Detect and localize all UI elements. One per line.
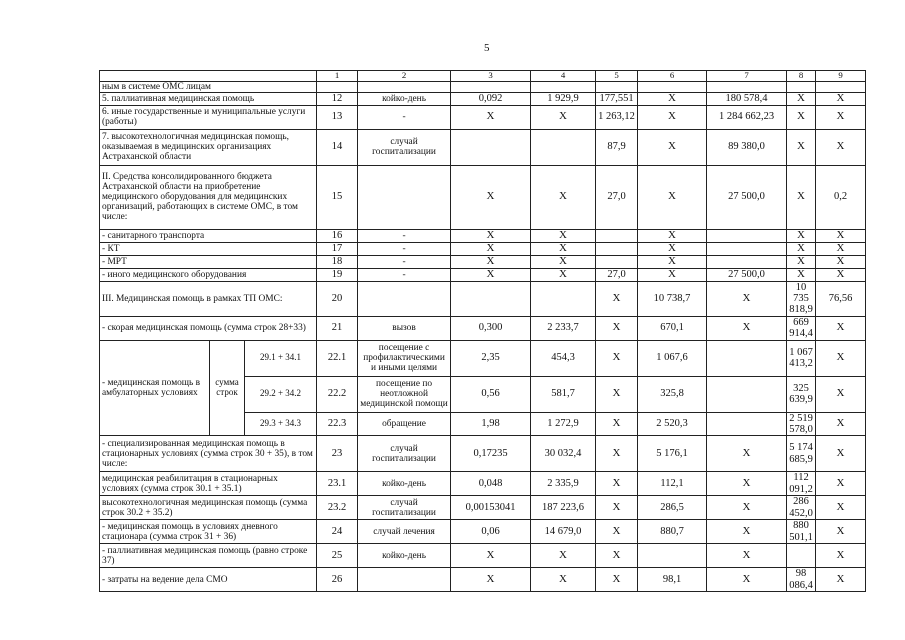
column-number: 4 [531,71,596,82]
value-cell: 0,2 [816,165,866,229]
unit-cell [358,281,451,316]
value-cell: 286 452,0 [787,496,816,520]
value-cell: Х [531,255,596,268]
value-cell: Х [787,165,816,229]
value-cell: 2 520,3 [638,412,707,436]
sum-formula: 29.3 + 34.3 [245,412,317,436]
column-number: 5 [596,71,638,82]
unit-cell: случай госпитализации [358,129,451,165]
row-number: 21 [317,316,358,340]
column-number: 9 [816,71,866,82]
table-row [100,81,866,92]
value-cell: 10 735 818,9 [787,281,816,316]
value-cell [707,229,787,242]
value-cell: Х [638,105,707,129]
row-number: 18 [317,255,358,268]
row-name: 5. паллиативная медицинская помощь [100,92,317,105]
value-cell: Х [451,255,531,268]
row-number: 14 [317,129,358,165]
value-cell [638,544,707,568]
value-cell: Х [707,568,787,592]
value-cell: Х [451,268,531,281]
value-cell: 187 223,6 [531,496,596,520]
value-cell: Х [531,105,596,129]
unit-cell: - [358,105,451,129]
value-cell: Х [596,376,638,412]
table-row [100,281,866,316]
value-cell: 880 501,1 [787,520,816,544]
value-cell: 1 272,9 [531,412,596,436]
table-row [100,268,866,281]
row-name: 7. высокотехнологичная медицинская помощь, оказываемая в медицинских организациях Астраханской области [100,129,317,165]
value-cell: Х [787,255,816,268]
value-cell: Х [707,281,787,316]
value-cell: Х [816,129,866,165]
value-cell: Х [816,229,866,242]
row-name: - иного медицинского оборудования [100,268,317,281]
value-cell: Х [638,242,707,255]
value-cell: Х [707,436,787,472]
value-cell: 177,551 [596,92,638,105]
row-name: II. Средства консолидированного бюджета Астраханской области на приобретение медицинского оборудования для медицинских организаций, работающих в системе ОМС, в том числе: [100,165,317,229]
unit-cell [358,568,451,592]
value-cell: 0,00153041 [451,496,531,520]
value-cell: 2 233,7 [531,316,596,340]
value-cell: Х [707,520,787,544]
value-cell: 112,1 [638,472,707,496]
table-row [100,92,866,105]
value-cell: Х [707,496,787,520]
column-number: 1 [317,71,358,82]
value-cell: Х [596,281,638,316]
column-number: 3 [451,71,531,82]
value-cell: Х [816,268,866,281]
value-cell: 10 738,7 [638,281,707,316]
value-cell: 1 263,12 [596,105,638,129]
unit-cell: обращение [358,412,451,436]
unit-cell [358,165,451,229]
value-cell [787,544,816,568]
value-cell: 27,0 [596,165,638,229]
row-number: 25 [317,544,358,568]
value-cell [707,242,787,255]
value-cell: Х [638,229,707,242]
value-cell: 14 679,0 [531,520,596,544]
value-cell: Х [531,268,596,281]
row-name: 6. иные государственные и муниципальные услуги (работы) [100,105,317,129]
value-cell: Х [816,568,866,592]
value-cell: Х [816,105,866,129]
row-number: 16 [317,229,358,242]
value-cell: Х [816,496,866,520]
value-cell [451,129,531,165]
row-number: 19 [317,268,358,281]
value-cell: Х [816,412,866,436]
value-cell [531,129,596,165]
value-cell: Х [596,412,638,436]
value-cell: 0,048 [451,472,531,496]
row-name: - медицинская помощь в условиях дневного стационара (сумма строк 31 + 36) [100,520,317,544]
value-cell: Х [596,472,638,496]
value-cell: Х [816,255,866,268]
row-name: - санитарного транспорта [100,229,317,242]
value-cell: Х [816,472,866,496]
page-number: 5 [484,42,490,54]
value-cell: Х [596,544,638,568]
unit-cell: - [358,255,451,268]
unit-cell: случай лечения [358,520,451,544]
unit-cell: вызов [358,316,451,340]
value-cell: Х [638,92,707,105]
value-cell: 1 284 662,23 [707,105,787,129]
value-cell [707,376,787,412]
value-cell: Х [816,544,866,568]
value-cell: 1 929,9 [531,92,596,105]
value-cell: 98,1 [638,568,707,592]
value-cell: Х [531,229,596,242]
table-row [100,436,866,472]
value-cell: Х [816,92,866,105]
row-number: 22.1 [317,340,358,376]
value-cell: 669 914,4 [787,316,816,340]
row-name: - медицинская помощь в амбулаторных условиях [100,340,210,436]
sum-formula: 29.2 + 34.2 [245,376,317,412]
unit-cell: койко-день [358,472,451,496]
value-cell: Х [531,242,596,255]
value-cell: Х [596,520,638,544]
value-cell: Х [596,340,638,376]
value-cell [707,340,787,376]
value-cell: 581,7 [531,376,596,412]
table-row [100,496,866,520]
value-cell: Х [816,242,866,255]
unit-cell: - [358,242,451,255]
row-name: III. Медицинская помощь в рамках ТП ОМС: [100,281,317,316]
value-cell: 286,5 [638,496,707,520]
unit-cell: - [358,229,451,242]
row-name: - затраты на ведение дела СМО [100,568,317,592]
value-cell: Х [816,340,866,376]
value-cell: Х [816,436,866,472]
value-cell: Х [707,472,787,496]
value-cell: 880,7 [638,520,707,544]
value-cell: 1 067,6 [638,340,707,376]
value-cell: Х [787,105,816,129]
value-cell: 325,8 [638,376,707,412]
value-cell: Х [638,165,707,229]
value-cell: 0,06 [451,520,531,544]
row-name: - специализированная медицинская помощь в стационарных условиях (сумма строк 30 + 35), в том числе: [100,436,317,472]
row-name: - скорая медицинская помощь (сумма строк 28+33) [100,316,317,340]
value-cell: 0,092 [451,92,531,105]
value-cell: Х [531,568,596,592]
value-cell: Х [787,129,816,165]
table-row [100,255,866,268]
value-cell: 2,35 [451,340,531,376]
row-number: 22.3 [317,412,358,436]
value-cell: Х [531,544,596,568]
value-cell: Х [596,316,638,340]
value-cell: 454,3 [531,340,596,376]
value-cell: Х [531,165,596,229]
value-cell: 27 500,0 [707,268,787,281]
row-name: - паллиативная медицинская помощь (равно строке 37) [100,544,317,568]
row-name: - МРТ [100,255,317,268]
value-cell: Х [638,129,707,165]
value-cell: 89 380,0 [707,129,787,165]
value-cell: 2 519 578,0 [787,412,816,436]
value-cell: Х [638,255,707,268]
value-cell: Х [787,229,816,242]
table-row [100,568,866,592]
row-number: 26 [317,568,358,592]
value-cell: 2 335,9 [531,472,596,496]
row-name: медицинская реабилитация в стационарных условиях (сумма строк 30.1 + 35.1) [100,472,317,496]
value-cell: Х [451,568,531,592]
value-cell: 27 500,0 [707,165,787,229]
column-number: 2 [358,71,451,82]
value-cell: Х [816,376,866,412]
table-row [100,472,866,496]
value-cell [531,281,596,316]
table-row [100,105,866,129]
value-cell: Х [707,316,787,340]
row-name: высокотехнологичная медицинская помощь (сумма строк 30.2 + 35.2) [100,496,317,520]
table-row [100,544,866,568]
value-cell: 30 032,4 [531,436,596,472]
column-number: 6 [638,71,707,82]
table-row [100,316,866,340]
row-number: 20 [317,281,358,316]
value-cell: Х [451,229,531,242]
value-cell: 87,9 [596,129,638,165]
value-cell: Х [787,268,816,281]
sum-formula: 29.1 + 34.1 [245,340,317,376]
row-name: - КТ [100,242,317,255]
value-cell: 670,1 [638,316,707,340]
row-number: 15 [317,165,358,229]
unit-cell: койко-день [358,92,451,105]
table-row [100,242,866,255]
unit-cell: посещение по неотложной медицинской помощи [358,376,451,412]
value-cell: 1 067 413,2 [787,340,816,376]
value-cell [596,255,638,268]
value-cell [596,229,638,242]
value-cell [707,255,787,268]
value-cell: 325 639,9 [787,376,816,412]
value-cell [707,412,787,436]
table-row [100,229,866,242]
sum-label: сумма строк [210,340,245,436]
value-cell: Х [816,316,866,340]
value-cell: Х [451,165,531,229]
budget-table [99,70,866,592]
row-number: 12 [317,92,358,105]
value-cell: 0,17235 [451,436,531,472]
row-number: 24 [317,520,358,544]
row-number: 22.2 [317,376,358,412]
value-cell: Х [451,105,531,129]
value-cell [596,242,638,255]
unit-cell: - [358,268,451,281]
value-cell: 5 176,1 [638,436,707,472]
value-cell: Х [707,544,787,568]
row-number: 13 [317,105,358,129]
value-cell: 5 174 685,9 [787,436,816,472]
value-cell: 180 578,4 [707,92,787,105]
value-cell: Х [787,242,816,255]
value-cell: Х [596,496,638,520]
value-cell: 112 091,2 [787,472,816,496]
row-number: 23.1 [317,472,358,496]
value-cell [451,281,531,316]
value-cell: Х [451,544,531,568]
header-blank-cell [100,71,317,82]
row-number: 17 [317,242,358,255]
value-cell: Х [787,92,816,105]
value-cell: Х [596,436,638,472]
row-number: 23 [317,436,358,472]
table-row [100,520,866,544]
value-cell: 76,56 [816,281,866,316]
column-number-row [100,71,866,82]
value-cell: Х [451,242,531,255]
row-name: ным в системе ОМС лицам [100,81,317,92]
unit-cell: случай госпитализации [358,436,451,472]
value-cell: 98 086,4 [787,568,816,592]
table-row [100,165,866,229]
value-cell: 0,56 [451,376,531,412]
table-row [100,129,866,165]
value-cell: 27,0 [596,268,638,281]
unit-cell: случай госпитализации [358,496,451,520]
value-cell: Х [816,520,866,544]
value-cell: Х [638,268,707,281]
unit-cell: койко-день [358,544,451,568]
value-cell: 1,98 [451,412,531,436]
column-number: 7 [707,71,787,82]
row-number: 23.2 [317,496,358,520]
unit-cell: посещение с профилактическими и иными целями [358,340,451,376]
column-number: 8 [787,71,816,82]
value-cell: Х [596,568,638,592]
table-row [100,340,866,376]
value-cell: 0,300 [451,316,531,340]
